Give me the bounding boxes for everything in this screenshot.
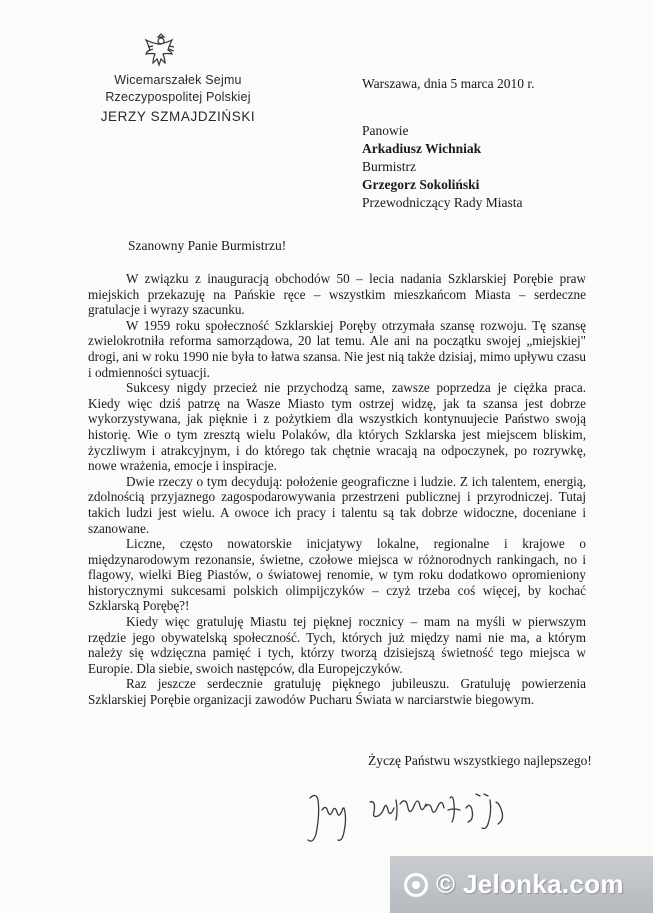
polish-eagle-icon <box>143 30 179 70</box>
body-paragraph: Kiedy więc gratuluję Miastu tej pięknej rocznicy – mam na myśli w pierwszym rzędzie jego obywatelską społeczność. Tych, których już między nami nie ma, a którym należy się wdzięczna pamięć i tych, którzy tworzą dzisiejszą świetność tego miejsca w Europie. Dla siebie, swoich następców, dla Europejczyków. <box>88 614 586 676</box>
body-paragraph: Dwie rzeczy o tym decydują: położenie geograficzne i ludzie. Z ich talentem, energią, zdolnością przyjaznego zagospodarowywania przestrzeni publicznej i przyrodniczej. Tutaj takich ludzi jest wielu. A owoce ich pracy i talentu są tak dobrze widoczne, doceniane i szanowane. <box>88 473 586 536</box>
body-paragraph: Sukcesy nigdy przecież nie przychodzą same, zawsze poprzedza je ciężka praca. Kiedy więc dziś patrzę na Wasze Miasto tym ostrzej widzę, jak ta szansa jest dobrze wykorzystywana, jak pięknie i z pożytkiem dla wszystkich kontynuujecie Państwo swoją historię. Wie o tym zresztą wielu Polaków, dla których Szklarska jest miejscem bliskim, życzliwym i atrakcyjnym, i do którego tak chętnie wracają na odpoczynek, po rozrywkę, nowe wrażenia, emocje i inspiracje. <box>88 380 586 474</box>
letter-body <box>88 271 586 708</box>
handwritten-signature-icon <box>300 780 550 850</box>
body-paragraph: W 1959 roku społeczność Szklarskiej Poręby otrzymała szansę rozwoju. Tę szansę zwielokrotniła reforma samorządowa, 20 lat temu. Ale ani na początku swojej „miejskiej" drogi, ani w roku 1990 nie była to łatwa szansa. Nie jest nią także dzisiaj, mimo upływu czasu i odmienności sytuacji. <box>88 317 586 380</box>
recipient-line: Przewodniczący Rady Miasta <box>362 195 523 210</box>
watermark <box>390 856 653 913</box>
recipients-block <box>362 122 522 212</box>
greeting: Szanowny Panie Burmistrzu! <box>128 238 287 253</box>
letterhead-name: JERZY SZMAJDZIŃSKI <box>100 109 256 124</box>
body-paragraph: Raz jeszcze serdecznie gratuluję pięknego jubileuszu. Gratuluję powierzenia Szklarskiej Porębie organizacji zawodów Pucharu Świata w narciarstwie biegowym. <box>88 676 586 708</box>
recipient-line: Grzegorz Sokoliński <box>362 177 480 192</box>
recipient-line: Arkadiusz Wichniak <box>362 141 482 156</box>
watermark-text: © Jelonka.com <box>436 869 624 899</box>
copyright-circle-icon <box>404 873 428 897</box>
recipient-line: Burmistrz <box>362 159 416 174</box>
body-paragraph: W związku z inauguracją obchodów 50 – lecia nadania Szklarskiej Porębie praw miejskich przekazuję na Pańskie ręce – wszystkim mieszkańcom Miasta – serdeczne gratulacje i wyrazy szacunku. <box>88 271 586 318</box>
letterhead <box>78 72 278 127</box>
recipient-line: Panowie <box>362 123 409 138</box>
letterhead-line1: Wicemarszałek Sejmu <box>114 73 242 87</box>
letter-date: Warszawa, dnia 5 marca 2010 r. <box>362 76 535 91</box>
letterhead-line2: Rzeczypospolitej Polskiej <box>105 90 251 104</box>
closing-line: Życzę Państwu wszystkiego najlepszego! <box>368 753 592 768</box>
body-paragraph: Liczne, często nowatorskie inicjatywy lokalne, regionalne i krajowe o międzynarodowym rezonansie, świetne, czołowe miejsca w różnorodnych rankingach, no i flagowy, wielki Bieg Piastów, o światowej renomie, w tym roku dodatkowo opromieniony historycznymi sukcesami polskich olimpijczyków – czyż trzeba coś więcej, by kochać Szklarską Porębę?! <box>88 536 586 614</box>
